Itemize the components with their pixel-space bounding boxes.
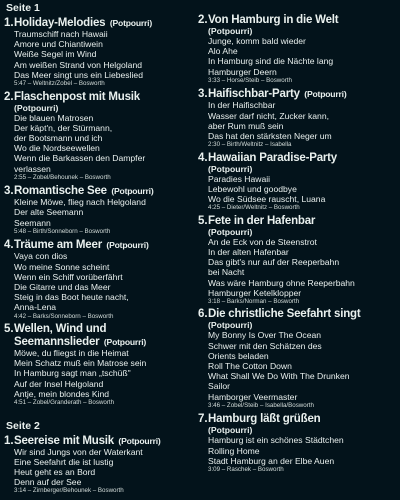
song-line: Mein Schatz muß ein Matrose sein <box>14 358 147 369</box>
track-credit: 5:47 – Weltnitz/Zobel – Bosworth <box>14 80 105 88</box>
song-line: verlassen <box>14 163 51 174</box>
track-a-r3 <box>198 87 396 149</box>
song-line: Anna-Lena <box>14 302 57 313</box>
song-line: Paradies Hawaii <box>208 173 271 184</box>
track-title: Träume am Meer <box>14 239 102 252</box>
track-subtitle: (Potpourri) <box>14 102 59 113</box>
side-a-label: Seite 1 <box>6 2 40 14</box>
track-number: 1. <box>4 434 14 447</box>
track-subtitle: (Potpourri) <box>208 163 253 174</box>
track-subtitle: (Potpourri) <box>109 18 153 28</box>
song-line: Traumschiff nach Hawaii <box>14 29 108 39</box>
song-line: Wo meine Sonne scheint <box>14 261 110 272</box>
song-line: Steig in das Boot heute nacht, <box>14 292 129 303</box>
song-line: Junge, komm bald wieder <box>208 36 306 46</box>
track-title: Wellen, Wind und <box>14 323 107 336</box>
song-line: der Bootsmann und ich <box>14 132 103 143</box>
track-subtitle: (Potpourri) <box>304 89 347 100</box>
track-credit: 4:25 – Dieter/Weltnitz – Bosworth <box>208 204 300 212</box>
track-title: Haifischbar-Party <box>208 88 300 101</box>
song-line: Das Meer singt uns ein Liebeslied <box>14 69 143 80</box>
song-line: Stadt Hamburg an der Elbe Auen <box>208 455 335 466</box>
track-b1 <box>4 434 194 496</box>
track-number: 5. <box>4 323 14 336</box>
track-number: 5. <box>198 214 208 227</box>
side-b-label: Seite 2 <box>6 419 40 432</box>
track-subtitle: (Potpourri) <box>208 26 253 36</box>
song-line: Denn auf der See <box>14 477 82 488</box>
track-a-r2 <box>198 14 396 85</box>
song-line: Heut geht es an Bord <box>14 466 96 477</box>
track-subtitle: (Potpourri) <box>208 226 253 237</box>
track-number: 3. <box>198 88 208 101</box>
track-title: Flaschenpost mit Musik <box>14 90 140 103</box>
song-line: Der alte Seemann <box>14 207 84 218</box>
song-line: In der Haifischbar <box>208 100 276 111</box>
track-credit: 3:09 – Raschek – Bosworth <box>208 465 284 473</box>
track-title: Romantische See <box>14 185 107 198</box>
track-subtitle: (Potpourri) <box>208 320 253 331</box>
track-subtitle: (Potpourri) <box>208 425 253 436</box>
track-credit: 2:55 – Zobel/Behounek – Bosworth <box>14 173 111 181</box>
song-line: Schwer mit den Schätzen des <box>208 340 322 351</box>
track-number: 7. <box>198 413 208 426</box>
track-a4 <box>4 238 194 321</box>
track-a-r6 <box>198 308 396 410</box>
song-line: Eine Seefahrt die ist lustig <box>14 456 114 467</box>
song-line: Die Gitarre und das Meer <box>14 281 111 292</box>
song-line: Die blauen Matrosen <box>14 112 94 123</box>
track-credit: 3:46 – Zobel/Steib – Isabella/Bosworth <box>208 401 314 409</box>
track-number: 1. <box>4 17 14 29</box>
song-line: Rolling Home <box>208 445 260 456</box>
track-subtitle: (Potpourri) <box>106 240 149 251</box>
track-title: Von Hamburg in die Welt <box>208 14 339 26</box>
song-line: Antje, mein blondes Kind <box>14 388 110 399</box>
song-line: Kleine Möwe, flieg nach Helgoland <box>14 197 146 208</box>
song-line: Hamburg ist ein schönes Städtchen <box>208 435 344 446</box>
song-line: Der käpt'n, der Stürmann, <box>14 122 113 133</box>
track-title: Fete in der Hafenbar <box>208 214 316 227</box>
song-line: Seemann <box>14 217 51 228</box>
song-line: Wenn ein Schiff vorüberfährt <box>14 271 123 282</box>
track-a2 <box>4 91 194 183</box>
track-number: 6. <box>198 308 208 321</box>
song-line: In Hamburg sagt man „tschüß" <box>14 368 131 379</box>
song-line: Roll The Cotton Down <box>208 361 292 372</box>
song-line: Hamborger Veermaster <box>208 391 298 402</box>
track-subtitle: (Potpourri) <box>118 435 161 446</box>
song-line: What Shall We Do With The Drunken <box>208 371 350 382</box>
track-credit: 3:14 – Zirnberger/Behounek – Bosworth <box>14 487 124 495</box>
track-a5 <box>4 323 194 408</box>
song-line: Das gibt's nur auf der Reeperbahn <box>208 257 340 268</box>
track-subtitle: (Potpourri) <box>103 337 147 348</box>
track-credit: 3:18 – Barks/Norman – Bosworth <box>208 297 300 305</box>
song-line: Amore und Chiantiwein <box>14 39 103 50</box>
track-title-line2: Seemannslieder <box>14 336 100 349</box>
track-number: 3. <box>4 185 14 198</box>
track-credit: 5:48 – Birth/Sonneborn – Bosworth <box>14 227 111 235</box>
song-line: Wenn die Barkassen den Dampfer <box>14 153 146 164</box>
track-title: Seereise mit Musik <box>14 434 114 447</box>
track-credit: 3:33 – Horse/Steib – Bosworth <box>208 76 292 84</box>
song-line: Lebewohl und goodbye <box>208 183 297 194</box>
song-line: aber Rum muß sein <box>208 120 284 131</box>
track-number: 4. <box>198 151 208 164</box>
song-line: Wo die Südsee rauscht, Luana <box>208 194 326 205</box>
track-title: Die christliche Seefahrt singt <box>208 308 361 321</box>
song-line: Weiße Segel im Wind <box>14 49 97 60</box>
song-line: My Bonny Is Over The Ocean <box>208 330 322 341</box>
song-line: bei Nacht <box>208 267 245 278</box>
song-line: Was wäre Hamburg ohne Reeperbahn <box>208 277 355 288</box>
song-line: Wo die Nordseewellen <box>14 143 100 154</box>
song-line: Am weißen Strand von Helgoland <box>14 59 143 70</box>
track-a1 <box>4 16 194 89</box>
track-a-r4 <box>198 152 396 213</box>
track-number: 2. <box>198 14 208 26</box>
song-line: An de Eck von de Steenstrot <box>208 236 317 247</box>
song-line: Das hat den stärksten Neger um <box>208 130 332 141</box>
song-line: Möwe, du fliegst in die Heimat <box>14 348 129 359</box>
track-number: 4. <box>4 239 14 252</box>
song-line: Wir sind Jungs von der Waterkant <box>14 446 143 457</box>
track-credit: 4:51 – Zobel/Granderath – Bosworth <box>14 399 115 407</box>
track-subtitle: (Potpourri) <box>111 186 154 197</box>
song-line: Alo Ahe <box>208 46 238 57</box>
track-credit: 2:30 – Birth/Weltnitz – Isabella <box>208 141 292 149</box>
song-line: Orients beladen <box>208 350 269 361</box>
song-line: Vaya con dios <box>14 251 68 262</box>
song-line: In der alten Hafenbar <box>208 246 289 257</box>
track-a-r5 <box>198 215 396 307</box>
song-line: In Hamburg sind die Nächte lang <box>208 56 334 67</box>
song-line: Sailor <box>208 381 230 392</box>
song-line: Wasser darf nicht, Zucker kann, <box>208 110 329 121</box>
song-line: Hamburger Ketelklopper <box>208 287 302 298</box>
track-title: Hamburg läßt grüßen <box>208 413 321 426</box>
right-column <box>198 0 396 474</box>
track-b-r7 <box>198 413 396 474</box>
track-title: Hawaiian Paradise-Party <box>208 151 337 164</box>
track-credit: 4:42 – Barks/Sonneborn – Bosworth <box>14 312 114 320</box>
left-column <box>4 0 194 496</box>
track-a3 <box>4 184 194 236</box>
track-title: Holiday-Melodies <box>14 17 106 29</box>
song-line: Auf der Insel Helgoland <box>14 378 104 389</box>
track-number: 2. <box>4 90 14 103</box>
song-line: Hamburger Deern <box>208 66 277 77</box>
